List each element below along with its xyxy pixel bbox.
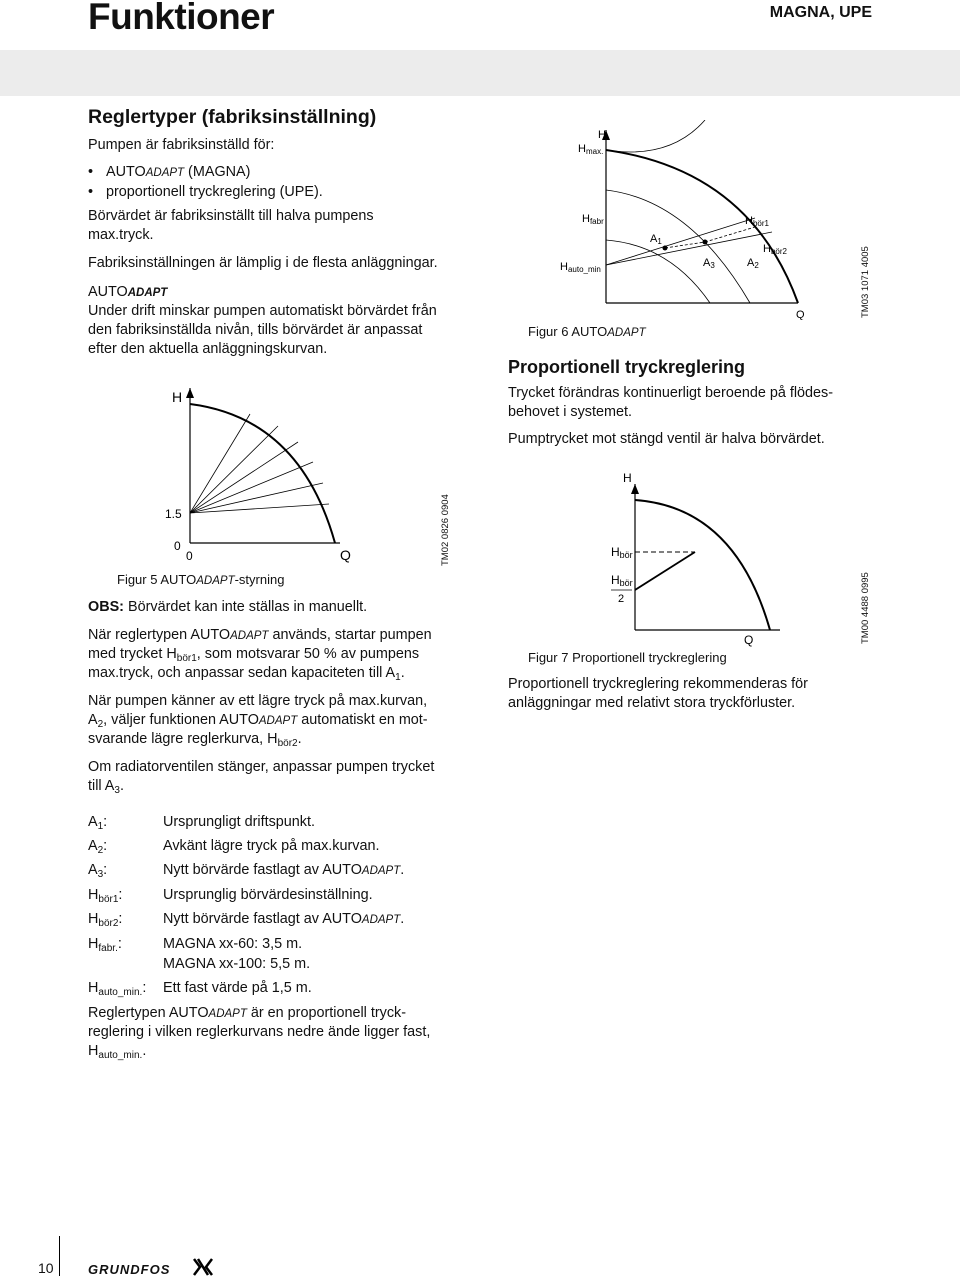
fig5-x-zero: 0 bbox=[186, 549, 193, 563]
paragraph-line: Fabriksinställningen är lämplig i de flesta anläggningar. bbox=[88, 255, 438, 271]
def-value: MAGNA xx-100: 5,5 m. bbox=[163, 956, 311, 972]
fig6-system-curve bbox=[606, 190, 750, 303]
page-number: 10 bbox=[38, 1260, 54, 1276]
intro-text: Pumpen är fabriksinställd för: bbox=[88, 137, 275, 153]
def-value: MAGNA xx-60: 3,5 m. bbox=[163, 936, 303, 952]
subscript: 2 bbox=[97, 719, 104, 730]
figure-5-diagram bbox=[150, 378, 470, 578]
autoadapt-main: AUTO bbox=[88, 284, 128, 300]
paragraph-line bbox=[88, 1004, 406, 1024]
product-name: MAGNA, UPE bbox=[769, 4, 872, 21]
def-key: $H_{auto\_min.}$: bbox=[88, 980, 147, 998]
fig6-system-curve bbox=[606, 120, 705, 152]
def-key: $A_2$: bbox=[88, 838, 108, 856]
figure-6-diagram bbox=[540, 120, 840, 320]
text: , som motsvarar 50 % av pumpens bbox=[196, 646, 420, 662]
text: H bbox=[88, 1043, 99, 1059]
definition-row bbox=[88, 976, 488, 1000]
fig5-control-line bbox=[190, 442, 298, 513]
fig6-hmax-label: Hmax. bbox=[578, 143, 604, 156]
fig5-y-tick: 1.5 bbox=[165, 507, 182, 521]
definition-list bbox=[88, 810, 488, 1000]
fig5-h-label: H bbox=[172, 389, 183, 405]
fig5-control-line bbox=[190, 414, 250, 513]
definition-row bbox=[88, 858, 488, 883]
fig6-dashed-path bbox=[705, 227, 755, 242]
paragraph-line bbox=[88, 645, 419, 664]
subscript: auto_min. bbox=[98, 1050, 143, 1061]
section-heading-reglertyper: Reglertyper (fabriksinställning) bbox=[88, 106, 377, 128]
text: används, startar pumpen bbox=[268, 627, 432, 643]
fig6-control-line bbox=[606, 218, 755, 265]
fig7-hbor-label: Hbör bbox=[611, 545, 633, 560]
fig6-hauto-label: Hauto_min bbox=[560, 261, 601, 274]
figure-6-caption bbox=[528, 324, 646, 339]
fig6-a1-label: A1 bbox=[650, 233, 662, 246]
caption-tail: -styrning bbox=[234, 572, 285, 587]
paragraph-line bbox=[88, 730, 302, 749]
caption-prefix: Figur 6 bbox=[528, 324, 572, 339]
fig6-hfabr-label: Hfabr bbox=[582, 213, 604, 226]
fig7-hbor-half-top: Hbör bbox=[611, 573, 633, 588]
subscript: 1 bbox=[395, 672, 401, 683]
subscript: bör2 bbox=[277, 738, 298, 749]
fig7-q-label: Q bbox=[744, 633, 754, 647]
text: . bbox=[119, 778, 124, 794]
def-key: $H_{bör2}$: bbox=[88, 911, 123, 929]
text: med trycket H bbox=[88, 646, 177, 662]
paragraph-line bbox=[88, 777, 124, 796]
section-heading-proportionell: Proportionell tryckreglering bbox=[508, 357, 746, 377]
fig7-hbor-half-den: 2 bbox=[618, 593, 625, 605]
text-italic: ADAPT bbox=[230, 630, 269, 642]
paragraph-line: Börvärdet är fabriksinställt till halva pumpens bbox=[88, 208, 374, 224]
definition-row bbox=[88, 952, 488, 976]
definition-row bbox=[88, 907, 488, 932]
definition-row bbox=[88, 810, 488, 834]
caption-prefix: Figur 5 bbox=[117, 572, 161, 587]
fig6-point-a1 bbox=[663, 246, 668, 251]
fig5-max-curve bbox=[190, 404, 335, 543]
text: AUTO bbox=[168, 1005, 209, 1021]
figure-7-caption bbox=[528, 650, 727, 665]
bullet-italic: ADAPT bbox=[145, 167, 185, 179]
figure-5-caption bbox=[117, 572, 284, 587]
text-italic: ADAPT bbox=[258, 715, 298, 727]
fig6-hbor2-label: Hbör2 bbox=[763, 243, 787, 256]
bullet-list bbox=[88, 163, 323, 202]
paragraph-line: efter den aktuella anläggningskurvan. bbox=[88, 341, 328, 357]
text: AUTO bbox=[190, 627, 231, 643]
def-key: $A_1$: bbox=[88, 814, 108, 832]
subscript: bör1 bbox=[176, 653, 197, 664]
definition-row bbox=[88, 834, 488, 858]
fig5-q-label: Q bbox=[340, 547, 351, 563]
fig5-y-zero: 0 bbox=[174, 539, 181, 553]
fig7-max-curve bbox=[635, 500, 770, 630]
obs-text: Börvärdet kan inte ställas in manuellt. bbox=[123, 599, 368, 615]
text: . bbox=[142, 1043, 147, 1059]
text: max.tryck, och anpassar sedan kapaciteten till A bbox=[88, 665, 396, 681]
text-italic: ADAPT bbox=[208, 1008, 247, 1020]
fig6-point-a3 bbox=[703, 240, 708, 245]
paragraph-line: reglering i vilken reglerkurvans nedre ände ligger fast, bbox=[88, 1024, 431, 1040]
text: AUTO bbox=[219, 712, 259, 728]
caption-prefix: Figur 7 bbox=[528, 650, 573, 665]
text: , väljer funktionen bbox=[103, 712, 220, 728]
caption-italic: ADAPT bbox=[196, 575, 235, 587]
bullet-text: proportionell tryckreglering (UPE). bbox=[106, 184, 323, 200]
paragraph-line: den fabriksinställda nivån, tills börvärdet är anpassat bbox=[88, 322, 423, 338]
grundfos-x-icon bbox=[192, 1257, 214, 1277]
fig7-code: TM00 4488 0995 bbox=[860, 572, 871, 644]
fig5-control-line bbox=[190, 426, 278, 513]
text: Reglertypen bbox=[88, 1005, 169, 1021]
bullet-tail: (MAGNA) bbox=[184, 164, 251, 180]
def-value: Ett fast värde på 1,5 m. bbox=[163, 980, 312, 996]
fig6-max-curve bbox=[606, 150, 798, 303]
figure-7-diagram bbox=[580, 462, 810, 652]
header-band bbox=[0, 50, 960, 96]
bullet-item bbox=[88, 163, 323, 183]
paragraph-line: behovet i systemet. bbox=[508, 404, 632, 420]
paragraph-line: Om radiatorventilen stänger, anpassar pumpen trycket bbox=[88, 759, 435, 775]
paragraph-line: Pumptrycket mot stängd ventil är halva börvärdet. bbox=[508, 431, 825, 447]
fig5-code: TM02 0826 0904 bbox=[440, 494, 451, 566]
def-value: Nytt börvärde fastlagt av AUTOADAPT. bbox=[163, 862, 405, 878]
text: till A bbox=[88, 778, 115, 794]
caption-italic: ADAPT bbox=[607, 327, 646, 339]
paragraph-line: Trycket förändras kontinuerligt beroende på flödes- bbox=[508, 385, 834, 401]
text: När reglertypen bbox=[88, 627, 191, 643]
paragraph-line: max.tryck. bbox=[88, 227, 154, 243]
text: automatiskt en mot- bbox=[297, 712, 428, 728]
text: . bbox=[297, 731, 302, 747]
autoadapt-italic: ADAPT bbox=[127, 287, 168, 299]
paragraph-line: Proportionell tryckreglering rekommenderas för bbox=[508, 676, 808, 692]
fig7-h-label: H bbox=[623, 471, 632, 485]
fig6-a2-label: A2 bbox=[747, 257, 759, 270]
fig6-code: TM03 1071 4005 bbox=[860, 246, 871, 318]
subscript: 3 bbox=[114, 785, 120, 796]
definition-row bbox=[88, 883, 488, 907]
caption-main: AUTO bbox=[160, 572, 197, 587]
paragraph-line bbox=[88, 711, 428, 731]
paragraph-line bbox=[88, 626, 432, 646]
fig6-h-label: H bbox=[598, 129, 606, 141]
fig5-control-line bbox=[190, 462, 313, 513]
fig5-y-arrow bbox=[186, 388, 194, 398]
fig6-hbor1-label: Hbör1 bbox=[745, 215, 769, 228]
fig7-y-arrow bbox=[631, 484, 639, 494]
def-value: Nytt börvärde fastlagt av AUTOADAPT. bbox=[163, 911, 405, 927]
def-key-empty bbox=[88, 952, 163, 976]
text: . bbox=[400, 665, 405, 681]
caption-text: Proportionell tryckreglering bbox=[572, 650, 727, 665]
fig6-q-label: Q bbox=[796, 309, 805, 320]
def-key: $H_{fabr.}$: bbox=[88, 936, 122, 954]
text: svarande lägre reglerkurva, H bbox=[88, 731, 278, 747]
fig6-dashed-path bbox=[665, 242, 705, 248]
fig7-control-line bbox=[635, 552, 695, 590]
grundfos-logo: GRUNDFOS bbox=[88, 1262, 171, 1277]
bullet-text: AUTO bbox=[106, 164, 146, 180]
def-value: Ursprunglig börvärdesinställning. bbox=[163, 887, 373, 903]
text: A bbox=[88, 712, 98, 728]
paragraph-line: anläggningar med relativt stora tryckförluster. bbox=[508, 695, 796, 711]
def-value: Avkänt lägre tryck på max.kurvan. bbox=[163, 838, 380, 854]
def-value: Ursprungligt driftspunkt. bbox=[163, 814, 315, 830]
def-key: $H_{bör1}$: bbox=[88, 887, 123, 905]
text: är en proportionell tryck- bbox=[246, 1005, 407, 1021]
caption-main: AUTO bbox=[571, 324, 608, 339]
def-key: $A_3$: bbox=[88, 862, 108, 880]
paragraph-line bbox=[88, 1042, 146, 1061]
bullet-item bbox=[88, 183, 323, 202]
page-title: Funktioner bbox=[88, 0, 275, 37]
obs-label: OBS: bbox=[88, 599, 124, 615]
paragraph-line bbox=[88, 664, 405, 683]
paragraph-line: Under drift minskar pumpen automatiskt börvärdet från bbox=[88, 303, 437, 319]
fig6-a3-label: A3 bbox=[703, 257, 715, 270]
obs-note bbox=[88, 598, 367, 617]
paragraph-line: När pumpen känner av ett lägre tryck på max.kurvan, bbox=[88, 693, 428, 709]
autoadapt-heading bbox=[88, 283, 167, 303]
footer-divider bbox=[59, 1236, 60, 1276]
fig6-system-curve bbox=[606, 240, 710, 303]
